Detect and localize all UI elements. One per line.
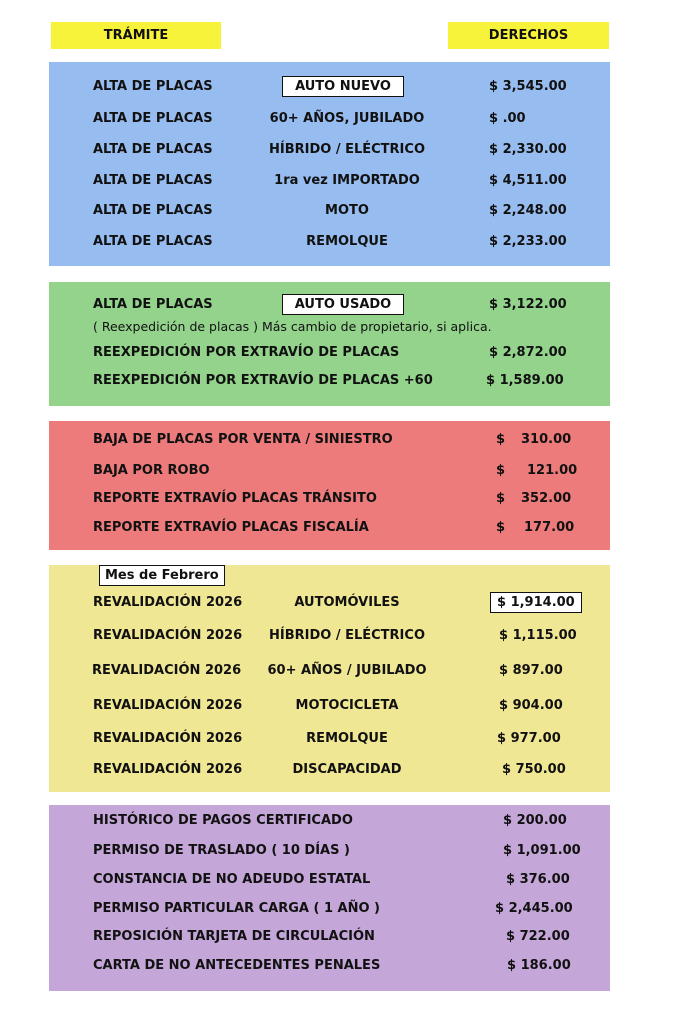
row-type: MOTO (325, 203, 369, 218)
panel-alta-placas-nuevo (49, 62, 610, 266)
row-label: CONSTANCIA DE NO ADEUDO ESTATAL (93, 872, 371, 887)
table-row (49, 810, 610, 832)
row-type: HÍBRIDO / ELÉCTRICO (268, 142, 425, 157)
table-row (49, 926, 610, 948)
row-amount: $ 722.00 (506, 929, 570, 944)
table-row (49, 139, 610, 161)
table-row (49, 370, 610, 392)
month-label: Mes de Febrero (99, 565, 225, 586)
row-label: REPORTE EXTRAVÍO PLACAS TRÁNSITO (93, 491, 377, 506)
row-label: CARTA DE NO ANTECEDENTES PENALES (93, 958, 381, 973)
row-currency: $ (496, 520, 506, 535)
row-type: 1ra vez IMPORTADO (274, 173, 420, 188)
row-type: REMOLQUE (306, 234, 388, 249)
row-amount: $ 2,872.00 (489, 345, 567, 360)
row-amount: $ .00 (489, 111, 526, 126)
row-type: DISCAPACIDAD (292, 762, 402, 777)
table-row (49, 170, 610, 192)
row-label: REVALIDACIÓN 2026 (92, 663, 242, 678)
table-row (49, 294, 610, 316)
row-label: REVALIDACIÓN 2026 (93, 731, 243, 746)
table-row (49, 869, 610, 891)
table-row (49, 759, 610, 781)
row-label: ALTA DE PLACAS (93, 297, 213, 312)
auto-usado-tag: AUTO USADO (282, 294, 404, 315)
row-currency: $ (496, 463, 506, 478)
row-label: ALTA DE PLACAS (93, 203, 213, 218)
table-row (49, 488, 610, 510)
row-label: PERMISO PARTICULAR CARGA ( 1 AÑO ) (93, 901, 381, 916)
panel-revalidacion (49, 565, 610, 792)
row-label: ALTA DE PLACAS (93, 234, 213, 249)
table-row (49, 695, 610, 717)
row-amount: $ 186.00 (507, 958, 571, 973)
header-tramite: TRÁMITE (51, 22, 221, 49)
row-amount: $ 1,589.00 (486, 373, 564, 388)
row-label: ALTA DE PLACAS (93, 173, 213, 188)
table-row (49, 592, 610, 614)
row-label: REPORTE EXTRAVÍO PLACAS FISCALÍA (93, 520, 369, 535)
table-row (49, 898, 610, 920)
table-row (49, 76, 610, 98)
row-label: REEXPEDICIÓN POR EXTRAVÍO DE PLACAS (93, 345, 400, 360)
row-amount: $ 4,511.00 (489, 173, 567, 188)
row-amount: 310.00 (521, 432, 572, 447)
row-type: REMOLQUE (306, 731, 388, 746)
reexpedicion-note: ( Reexpedición de placas ) Más cambio de propietario, si aplica. (93, 319, 492, 334)
header-derechos: DERECHOS (448, 22, 609, 49)
panel-alta-placas-usado (49, 282, 610, 406)
row-amount: $ 2,248.00 (489, 203, 567, 218)
table-row (49, 840, 610, 862)
table-row (49, 342, 610, 364)
table-row (49, 660, 610, 682)
row-amount: $ 904.00 (499, 698, 563, 713)
row-label: REEXPEDICIÓN POR EXTRAVÍO DE PLACAS +60 (93, 373, 433, 388)
table-row (49, 231, 610, 253)
row-amount: 352.00 (521, 491, 572, 506)
row-amount: $ 1,115.00 (499, 628, 577, 643)
row-amount: $ 977.00 (497, 731, 561, 746)
table-row (49, 517, 610, 539)
auto-nuevo-tag: AUTO NUEVO (282, 76, 404, 97)
table-row (49, 625, 610, 647)
row-type: 60+ AÑOS / JUBILADO (267, 663, 427, 678)
row-amount: $ 3,545.00 (489, 79, 567, 94)
panel-otros-tramites (49, 805, 610, 991)
row-amount: 121.00 (527, 463, 578, 478)
table-row (49, 728, 610, 750)
row-label: ALTA DE PLACAS (93, 111, 213, 126)
row-amount: 177.00 (524, 520, 575, 535)
row-currency: $ (496, 432, 506, 447)
row-label: BAJA DE PLACAS POR VENTA / SINIESTRO (93, 432, 393, 447)
table-row (49, 429, 610, 451)
row-type: HÍBRIDO / ELÉCTRICO (268, 628, 425, 643)
panel-bajas-reportes (49, 421, 610, 550)
row-label: REVALIDACIÓN 2026 (93, 628, 243, 643)
row-amount: $ 897.00 (499, 663, 563, 678)
row-label: ALTA DE PLACAS (93, 142, 213, 157)
row-label: ALTA DE PLACAS (93, 79, 213, 94)
row-label: REVALIDACIÓN 2026 (93, 595, 243, 610)
table-row (49, 460, 610, 482)
row-amount: $ 2,330.00 (489, 142, 567, 157)
row-amount: $ 2,445.00 (495, 901, 573, 916)
row-amount-highlighted: $ 1,914.00 (490, 592, 582, 613)
row-amount: $ 200.00 (503, 813, 567, 828)
row-currency: $ (496, 491, 506, 506)
row-label: REVALIDACIÓN 2026 (93, 698, 243, 713)
row-amount: $ 750.00 (502, 762, 566, 777)
row-label: REVALIDACIÓN 2026 (93, 762, 243, 777)
row-amount: $ 376.00 (506, 872, 570, 887)
table-row (49, 200, 610, 222)
row-type: MOTOCICLETA (295, 698, 399, 713)
table-row (49, 955, 610, 977)
row-label: BAJA POR ROBO (93, 463, 210, 478)
row-type: AUTOMÓVILES (294, 595, 400, 610)
row-type: 60+ AÑOS, JUBILADO (269, 111, 425, 126)
table-row (49, 108, 610, 130)
row-label: REPOSICIÓN TARJETA DE CIRCULACIÓN (93, 929, 375, 944)
row-label: HISTÓRICO DE PAGOS CERTIFICADO (93, 813, 353, 828)
row-label: PERMISO DE TRASLADO ( 10 DÍAS ) (93, 843, 350, 858)
row-amount: $ 3,122.00 (489, 297, 567, 312)
row-amount: $ 2,233.00 (489, 234, 567, 249)
row-amount: $ 1,091.00 (503, 843, 581, 858)
